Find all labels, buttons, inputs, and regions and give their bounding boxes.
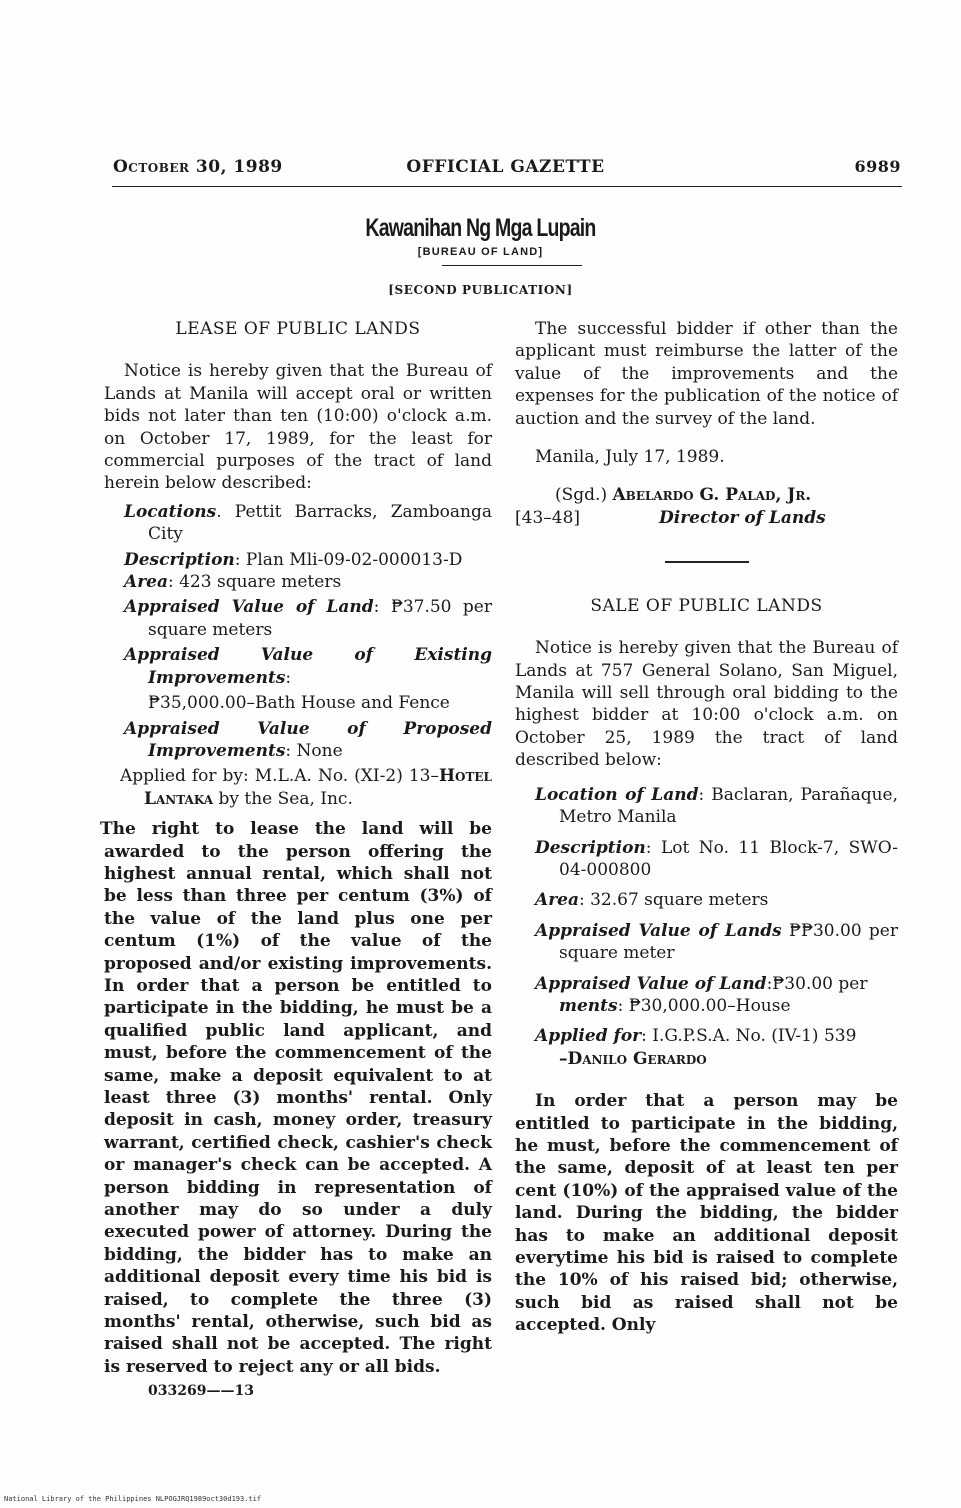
- sale-appraised-lands: [535, 920, 898, 965]
- lease-applied-suffix: by the Sea, Inc.: [213, 788, 353, 809]
- notice-reference: [43–48]: [515, 507, 581, 528]
- sale-location-label: Location of Land: [535, 784, 699, 805]
- lease-area: [124, 571, 492, 593]
- header-date: October 30, 1989: [113, 157, 283, 177]
- lease-area-value: : 423 square meters: [167, 572, 342, 593]
- agency-name: Kawanihan Ng Mga Lupain: [365, 214, 596, 242]
- publication-note: [SECOND PUBLICATION]: [388, 283, 573, 297]
- sale-area-value: : 32.67 square meters: [578, 890, 769, 911]
- lease-appraised-land: [124, 596, 492, 641]
- lease-appraised-proposed-label: Appraised Value of Proposed Improvements: [124, 718, 492, 761]
- lease-description: [124, 549, 492, 571]
- sale-description-value: : Lot No. 11 Block-7, SWO-04-000800: [559, 837, 898, 880]
- lease-location-label: Locations: [124, 501, 217, 522]
- lease-intro: Notice is hereby given that the Bureau of Lands at Manila will accept oral or written bids not later than ten (10:00) o'clock a.m. on October 17, 1989, for the least for commercial purposes of the tract of land herein below described:: [104, 361, 492, 494]
- lease-existing-improvements: ₱35,000.00–Bath House and Fence: [148, 693, 450, 714]
- signature-prefix: (Sgd.): [555, 485, 613, 506]
- header-title: OFFICIAL GAZETTE: [406, 157, 605, 177]
- sale-appraised-land-label: Appraised Value of Land: [535, 973, 767, 994]
- lease-appraised-existing: [124, 644, 492, 689]
- lease-title: LEASE OF PUBLIC LANDS: [175, 319, 421, 339]
- left-column: [100, 318, 492, 1403]
- sale-description: [535, 837, 898, 882]
- lease-appraised-existing-label: Appraised Value of Existing Improvements: [124, 645, 492, 688]
- sale-improvements: [559, 995, 898, 1017]
- place-date: Manila, July 17, 1989.: [535, 447, 725, 468]
- sale-improvements-label: ments: [559, 995, 618, 1016]
- header-rule: [112, 186, 902, 187]
- sale-applied-label: Applied for: [535, 1026, 642, 1047]
- lease-location-value: . Pettit Barracks, Zamboanga City: [148, 501, 492, 545]
- lease-appraised-existing-value: :: [285, 667, 292, 688]
- sale-applied-for: [535, 1025, 898, 1047]
- sale-title: SALE OF PUBLIC LANDS: [590, 595, 823, 616]
- sale-description-label: Description: [535, 837, 646, 858]
- signature-title-line: [515, 507, 898, 529]
- lease-description-value: : Plan Mli-09-02-000013-D: [234, 549, 463, 570]
- lease-appraised-land-label: Appraised Value of Land: [124, 597, 374, 618]
- sale-intro: Notice is hereby given that the Bureau of Lands at 757 General Solano, San Miguel, Manila will sell through oral bidding to the highest bidder at 10:00 o'clock a.m. on October 25, 1989 the tract of land described below:: [515, 638, 898, 771]
- sale-improvements-value: : ₱30,000.00–House: [617, 995, 791, 1016]
- sale-area: [535, 889, 898, 911]
- lease-location: [124, 501, 492, 546]
- lease-appraised-proposed: [124, 718, 492, 763]
- lease-applicant: Hotel Lantaka: [144, 766, 492, 809]
- sale-applied-value: : I.G.P.S.A. No. (IV-1) 539: [641, 1026, 857, 1047]
- print-code: 033269——13: [148, 1383, 254, 1400]
- sale-applicant-name: –Danilo Gerardo: [559, 1048, 707, 1069]
- sale-appraised-lands-label: Appraised Value of Lands: [535, 920, 782, 941]
- signatory-name: Abelardo G. Palad, Jr.: [612, 485, 812, 506]
- sale-appraised-lands-value: ₱₱30.00 per square meter: [559, 920, 898, 964]
- signature-line: [555, 484, 898, 506]
- lease-description-label: Description: [124, 549, 235, 570]
- sale-appraised-land-value: :₱30.00 per: [766, 973, 868, 994]
- signatory-title: Director of Lands: [659, 507, 826, 528]
- lease-reimburse: The successful bidder if other than the applicant must reimburse the latter of the value of the improvements and the expenses for the publication of the notice of auction and the survey of the land.: [515, 319, 898, 429]
- lease-applied-prefix: Applied for by: M.L.A. No. (XI-2) 13–: [120, 766, 439, 787]
- lease-body: The right to lease the land will be awarded to the person offering the highest annual rental, which shall not be less than three per centum (3%) of the value of the land plus one per centum (1%) of the value of the proposed and/or existing improvements. In order that a person be entitled to participate in the bidding, he must be a qualified public land applicant, and must, before the commencement of the same, make a deposit equivalent to at least three (3) months' rental. Only deposit in cash, money order, treasury warrant, certified check, cashier's check or manager's check can be accepted. A person bidding in representation of another may do so under a duly executed power of attorney. During the bidding, the bidder has to make an additional deposit every time his bid is raised, to complete the three (3) months' rental, otherwise, such bid as raised shall not be accepted. The right is reserved to reject any or all bids.: [100, 819, 492, 1377]
- sale-applicant: [559, 1048, 898, 1070]
- agency-name-english: [BUREAU OF LAND]: [417, 246, 544, 258]
- sale-location: [535, 784, 898, 829]
- lease-appraised-land-value: : ₱37.50 per square meters: [148, 597, 492, 640]
- sale-appraised-land: [535, 973, 898, 995]
- sale-body: In order that a person may be entitled to participate in the bidding, he must, before the commencement of the same, deposit of at least ten per cent (10%) of the appraised value of the land. During the bidding, the bidder has to make an additional deposit everytime his bid is raised to complete the 10% of his raised bid; otherwise, such bid as raised shall not be accepted. Only: [515, 1091, 898, 1336]
- sale-location-value: : Baclaran, Parañaque, Metro Manila: [559, 784, 899, 828]
- lease-appraised-proposed-value: : None: [285, 740, 343, 761]
- agency-rule: [442, 265, 582, 266]
- lease-area-label: Area: [124, 572, 168, 593]
- right-column: [515, 318, 898, 1337]
- lease-applied-for: [120, 765, 492, 810]
- sale-area-label: Area: [535, 890, 579, 911]
- page-number: 6989: [854, 157, 901, 176]
- scan-source-note: National Library of the Philippines NLPOGJRQ1989oct30d193.tif: [4, 1495, 262, 1503]
